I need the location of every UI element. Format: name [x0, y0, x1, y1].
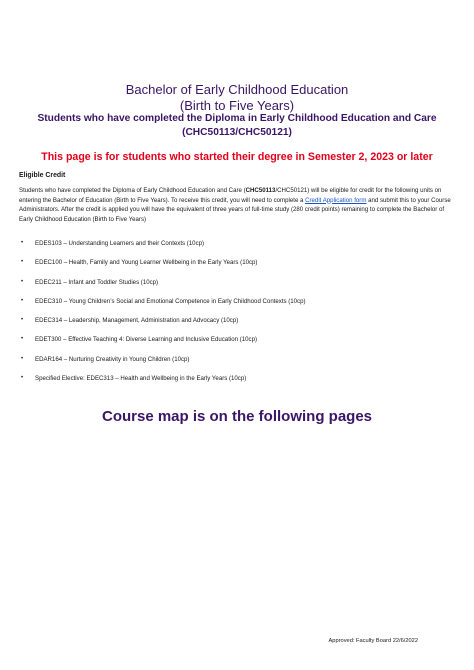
- list-item: [19, 258, 459, 277]
- page-subtitle-codes: (CHC50113/CHC50121): [182, 127, 292, 138]
- unit-text: EDEC211 – Infant and Toddler Studies (10cp): [35, 278, 159, 286]
- bullet-icon: •: [21, 297, 24, 304]
- paragraph-text-3: and submit this to your Course Administrators. After the credit is applied you will have the equivalent of three years of full-time study (280 credit points) remaining to complete the Bachelor of Early Childhood Education (Birth to Five Years): [19, 196, 451, 223]
- approval-footer: Approved: Faculty Board 22/6/2022: [328, 638, 418, 644]
- bullet-icon: •: [21, 375, 24, 382]
- list-item: [19, 316, 459, 335]
- list-item: [19, 335, 459, 354]
- credit-units-list: [19, 239, 459, 393]
- unit-text: EDET300 – Effective Teaching 4: Diverse Learning and Inclusive Education (10cp): [35, 336, 257, 344]
- paragraph-text-1: Students who have completed the Diploma of Early Childhood Education and Care (: [19, 187, 246, 194]
- semester-notice: This page is for students who started their degree in Semester 2, 2023 or later: [41, 151, 433, 163]
- bullet-icon: •: [21, 336, 24, 343]
- bullet-icon: •: [21, 259, 24, 266]
- list-item: [19, 278, 459, 297]
- paragraph-text-2: /CHC50121) will be eligible for credit for the following units on entering the Bachelor of Education (Birth to Five Years). To receive this credit, you will need to complete a: [19, 187, 442, 204]
- unit-text: EDEC100 – Health, Family and Young Learner Wellbeing in the Early Years (10cp): [35, 259, 258, 267]
- credit-application-form-link[interactable]: Credit Application form: [305, 196, 367, 204]
- unit-text: EDES103 – Understanding Learners and their Contexts (10cp): [35, 240, 205, 247]
- unit-text: EDEC314 – Leadership, Management, Administration and Advocacy (10cp): [35, 317, 239, 325]
- list-item: [19, 374, 459, 393]
- list-item: [19, 355, 459, 374]
- bullet-icon: •: [21, 355, 24, 362]
- page-title-subline: (Birth to Five Years): [179, 98, 295, 113]
- eligible-credit-paragraph: [19, 186, 459, 224]
- unit-text: EDAR164 – Nurturing Creativity in Young Children (10cp): [35, 355, 190, 363]
- paragraph-code-bold: CHC50113: [245, 187, 276, 194]
- unit-text: EDEC310 – Young Children’s Social and Emotional Competence in Early Childhood Contexts (10cp): [35, 297, 306, 305]
- list-item: [19, 239, 459, 258]
- unit-text: Specified Elective: EDEC313 – Health and Wellbeing in the Early Years (10cp): [35, 375, 247, 383]
- list-item: [19, 297, 459, 316]
- page-subtitle: Students who have completed the Diploma in Early Childhood Education and Care: [37, 113, 437, 124]
- course-map-note: Course map is on the following pages: [101, 408, 373, 425]
- page-title: Bachelor of Early Childhood Education: [125, 82, 349, 97]
- bullet-icon: •: [21, 240, 24, 246]
- bullet-icon: •: [21, 317, 24, 324]
- bullet-icon: •: [21, 278, 24, 285]
- eligible-credit-heading: Eligible Credit: [19, 172, 66, 179]
